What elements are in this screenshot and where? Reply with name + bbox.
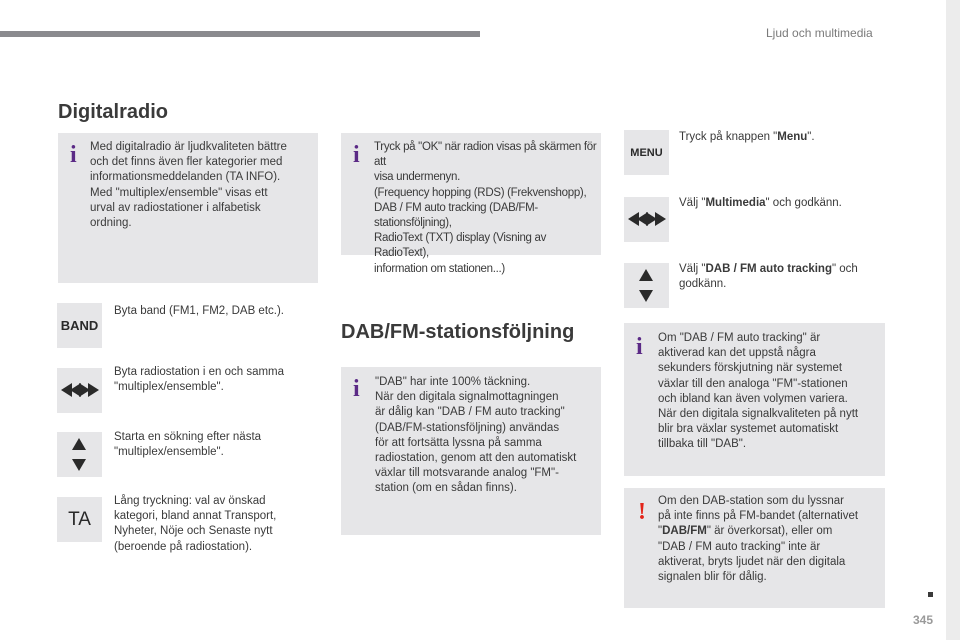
header-rule (0, 31, 480, 37)
info-icon: i (353, 142, 360, 168)
info-icon: i (70, 142, 77, 168)
info-box-dab-coverage (341, 367, 601, 535)
step-multimedia-text: Välj "Multimedia" och godkänn. (679, 197, 842, 209)
section-title-dab-fm: DAB/FM-stationsföljning (341, 321, 575, 343)
step-search-text: Starta en sökning efter nästa "multiplex/ensemble". (114, 431, 262, 459)
seek-left-right-icon (624, 197, 669, 242)
chapter-title: Ljud och multimedia (766, 26, 873, 40)
band-button-icon: BAND (57, 303, 102, 348)
seek-left-right-icon (57, 368, 102, 413)
menu-button-icon: MENU (624, 130, 669, 175)
footer-marker (928, 592, 933, 597)
info-box-text: Med digitalradio är ljudkvaliteten bättre och det finns även fler kategorier med informationsmeddelanden (TA INFO). Med "multiplex/ensemble" visas ett urval av radiostationer i alfabetisk ordning. (90, 141, 287, 230)
warning-box-signal-loss (624, 488, 885, 608)
info-box-auto-tracking-delay (624, 323, 885, 476)
ta-button-icon: TA (57, 497, 102, 542)
step-band-text: Byta band (FM1, FM2, DAB etc.). (114, 305, 284, 317)
up-down-arrows-icon (57, 432, 102, 477)
step-menu-text: Tryck på knappen "Menu". (679, 131, 815, 143)
page-edge-strip (946, 0, 960, 640)
warning-icon: ! (638, 499, 646, 525)
section-title-digitalradio: Digitalradio (58, 101, 169, 123)
dab-fm-option: DAB/FM (662, 525, 707, 538)
info-box-text: Om "DAB / FM auto tracking" är aktiverad kan det uppstå några sekunders förskjutning när systemet växlar till den analoga "FM"-stationen och ibland kan även volymen variera. När den digitala signalkvaliteten på nytt blir bra växlar systemet automatiskt tillbaka till "DAB". (658, 332, 859, 451)
info-box-ok-submenu (341, 133, 601, 275)
up-down-arrows-icon (624, 263, 669, 308)
info-icon: i (636, 334, 643, 360)
warning-box-text: Om den DAB-station som du lyssnar på inte finns på FM-bandet (alternativet "DAB/FM" är överkorsat), eller om "DAB / FM auto tracking" inte är aktiverat, bryts ljudet när den digitala signalen blir för dålig. (658, 495, 859, 584)
info-box-text: "DAB" har inte 100% täckning. När den digitala signalmottagningen är dålig kan "DAB / FM auto tracking" (DAB/FM-stationsföljning) användas för att fortsätta lyssna på samma radiostation, genom att den automatiskt växlar till motsvarande analog "FM"- station (om en sådan finns). (375, 376, 577, 495)
step-auto-tracking-text: Välj "DAB / FM auto tracking" och godkänn. (679, 263, 858, 291)
info-icon: i (353, 376, 360, 402)
info-box-text: Tryck på "OK" när radion visas på skärmen för att visa undermenyn. (Frequency hopping (RDS) (Frekvenshopp), DAB / FM auto tracking (DAB/FM-stationsföljning), RadioText (TXT) display (Visning av RadioText), information om stationen...) (374, 141, 597, 275)
step-station-text: Byta radiostation i en och samma "multiplex/ensemble". (114, 366, 285, 394)
page-number: 345 (913, 613, 934, 627)
step-ta-text: Lång tryckning: val av önskad kategori, bland annat Transport, Nyheter, Nöje och Senaste nytt (beroende på radiostation). (114, 495, 277, 553)
info-box-digital-quality (58, 133, 318, 283)
